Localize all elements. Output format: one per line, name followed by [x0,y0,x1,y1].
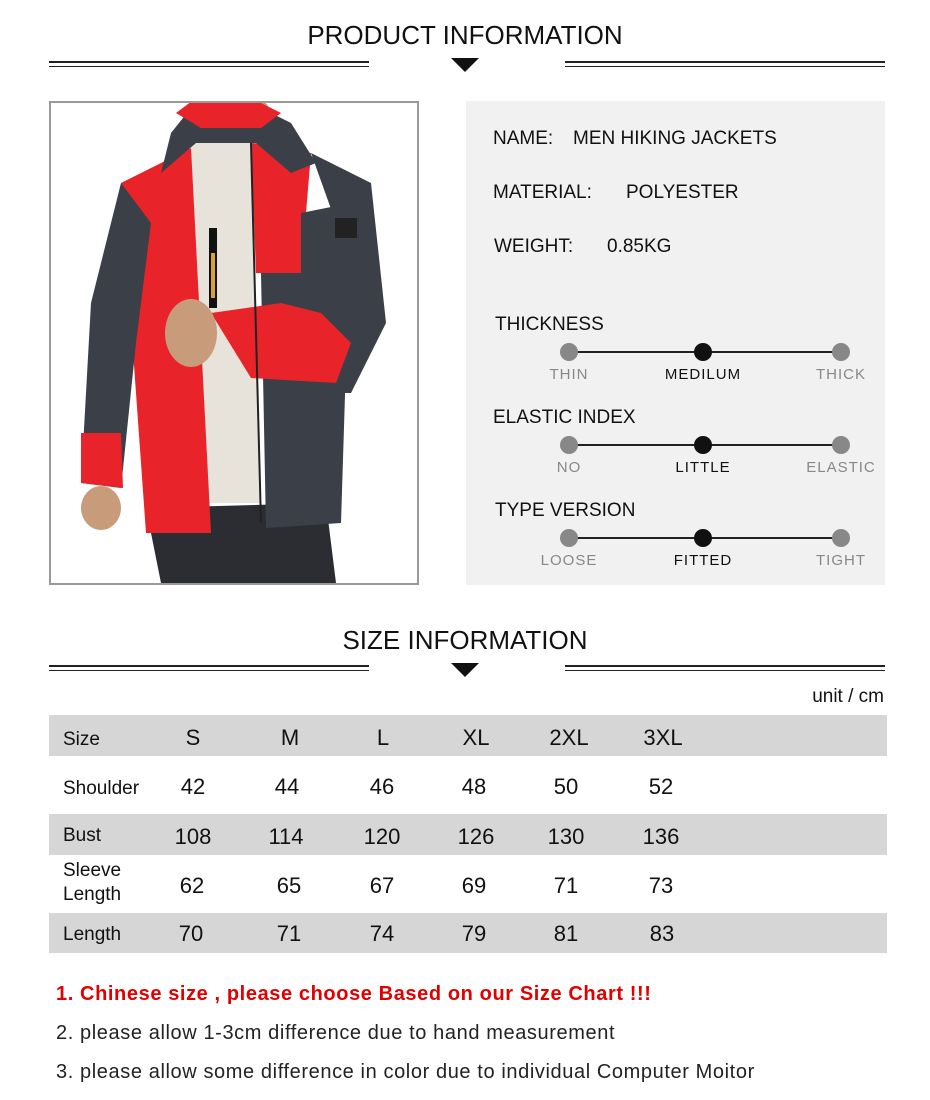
size-rule-left [49,665,369,671]
header-rule-right [565,61,885,67]
size-header-cell: 3XL [643,725,683,750]
table-cell: 50 [553,774,579,799]
table-cell: 62 [179,873,205,898]
table-cell: 79 [461,921,487,946]
type-version-title: TYPE VERSION [495,500,636,521]
material-label: MATERIAL: [493,182,592,203]
size-header-row [49,715,887,756]
elastic-index-title: ELASTIC INDEX [493,407,636,428]
jacket-illustration [51,103,417,583]
table-cell: 83 [649,921,675,946]
type-dot-tight [832,529,850,547]
table-cell: 108 [174,824,212,849]
table-row [49,764,887,808]
row-label-bust: Bust [63,825,102,846]
weight-label: WEIGHT: [494,236,574,257]
unit-label: unit / cm [812,686,884,707]
thickness-dot-thick [832,343,850,361]
size-header-cell: S [185,725,201,750]
table-cell: 71 [553,873,579,898]
table-row [49,857,887,911]
note-measurement: 2. please allow 1-3cm difference due to hand measurement [56,1022,616,1044]
elastic-option-elastic: ELASTIC [806,459,876,476]
elastic-dot-elastic [832,436,850,454]
table-cell: 46 [369,774,395,799]
row-label-sleeve-length: Sleeve Length [63,860,122,905]
table-cell: 74 [369,921,395,946]
thickness-title: THICKNESS [495,314,604,335]
table-cell: 126 [457,824,495,849]
product-information-title: PRODUCT INFORMATION [307,20,623,50]
thickness-option-thick: THICK [816,366,866,383]
table-cell: 44 [274,774,300,799]
name-label: NAME: [493,128,554,149]
elastic-option-no: NO [556,459,582,476]
down-triangle-icon [451,663,479,677]
type-dot-fitted [694,529,712,547]
size-header-cell: M [280,725,300,750]
size-header-cell: L [376,725,390,750]
down-triangle-icon [451,58,479,72]
elastic-dot-little [694,436,712,454]
note-color: 3. please allow some difference in color due to individual Computer Moitor [56,1061,755,1083]
table-cell: 52 [648,774,674,799]
weight-value: 0.85KG [607,236,672,257]
product-info-panel [466,101,885,585]
table-cell: 70 [178,921,204,946]
row-label-length: Length [63,924,122,945]
table-cell: 114 [268,824,304,849]
table-cell: 73 [648,873,674,898]
type-option-loose: LOOSE [540,552,598,569]
type-option-tight: TIGHT [816,552,866,569]
table-cell: 67 [369,873,395,898]
table-row [49,814,887,855]
table-cell: 48 [461,774,487,799]
table-cell: 65 [276,873,302,898]
type-dot-loose [560,529,578,547]
product-photo [49,101,419,585]
table-cell: 136 [642,824,680,849]
table-cell: 81 [553,921,579,946]
table-cell: 42 [180,774,206,799]
table-row [49,913,887,953]
row-label-shoulder: Shoulder [63,778,140,799]
thickness-option-medium: MEDILUM [664,366,742,383]
size-rule-right [565,665,885,671]
table-cell: 69 [461,873,487,898]
size-information-title: SIZE INFORMATION [342,625,588,655]
size-header-cell: 2XL [549,725,589,750]
note-size-warning: 1. Chinese size , please choose Based on our Size Chart !!! [56,983,652,1005]
thickness-dot-thin [560,343,578,361]
name-value: MEN HIKING JACKETS [573,128,777,149]
type-option-fitted: FITTED [673,552,733,569]
table-cell: 120 [363,824,401,849]
table-cell: 71 [276,921,302,946]
elastic-dot-no [560,436,578,454]
elastic-option-little: LITTLE [675,459,731,476]
table-cell: 130 [547,824,585,849]
material-value: POLYESTER [626,182,739,203]
thickness-dot-medium [694,343,712,361]
size-header-label: Size [63,729,100,750]
header-rule-left [49,61,369,67]
size-header-cell: XL [462,725,490,750]
thickness-option-thin: THIN [549,366,589,383]
